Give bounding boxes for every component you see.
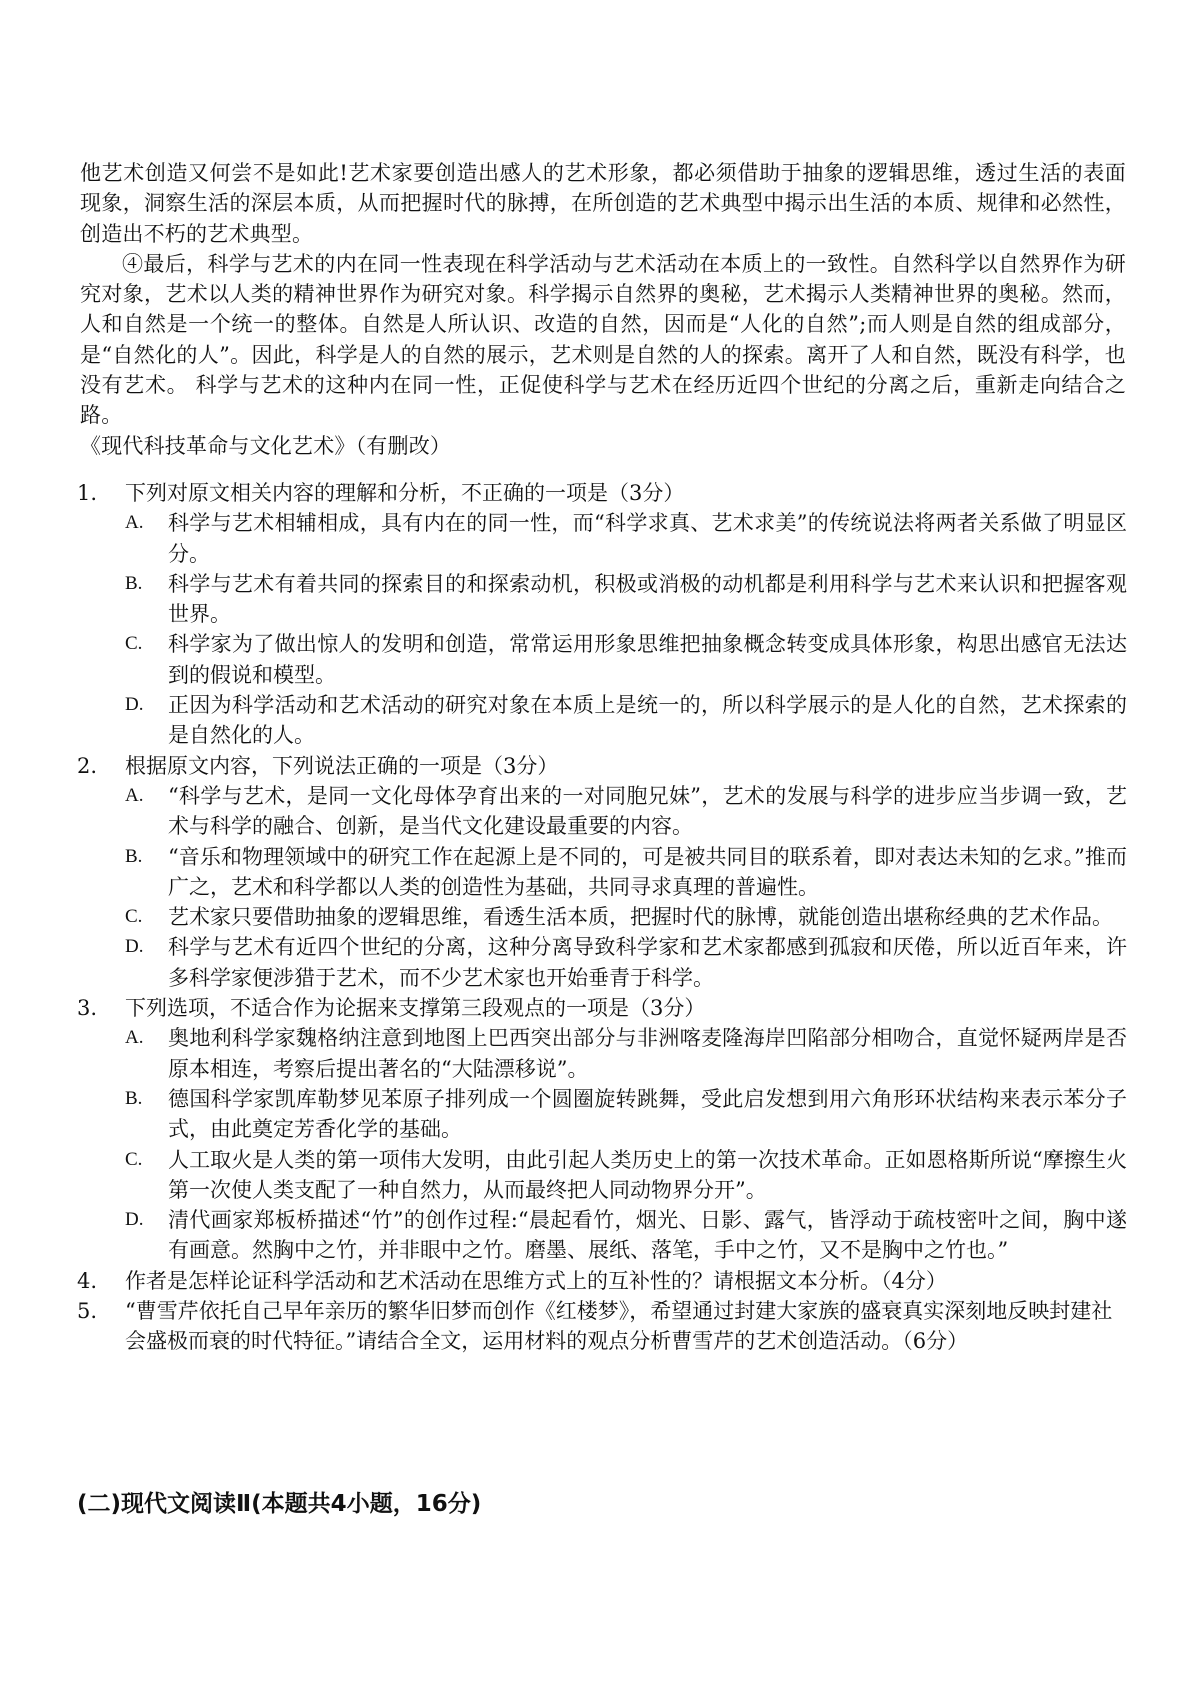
question-2 [77, 751, 1127, 781]
option-text: “科学与艺术，是同一文化母体孕育出来的一对同胞兄妹”，艺术的发展与科学的进步应当步调一致，艺术与科学的融合、创新，是当代文化建设最重要的内容。 [168, 783, 1127, 839]
option-text: 科学与艺术有着共同的探索目的和探索动机，积极或消极的动机都是利用科学与艺术来认识和把握客观世界。 [168, 571, 1127, 627]
option-letter: A. [125, 512, 144, 534]
option-letter: D. [125, 1209, 144, 1231]
question-stem: “曹雪芹依托自己早年亲历的繁华旧梦而创作《红楼梦》，希望通过封建大家族的盛衰真实深刻地反映封建社会盛极而衰的时代特征。”请结合全文，运用材料的观点分析曹雪芹的艺术创造活动。（6分） [125, 1299, 1113, 1354]
question-stem: 下列选项，不适合作为论据来支撑第三段观点的一项是（3分） [125, 996, 706, 1021]
question-stem: 作者是怎样论证科学活动和艺术活动在思维方式上的互补性的？请根据文本分析。（4分） [125, 1268, 947, 1293]
option-b [77, 569, 1127, 630]
option-letter: C. [125, 906, 143, 928]
reading-passage [80, 158, 1126, 461]
option-letter: C. [125, 1148, 143, 1170]
passage-paragraph-2: ④最后，科学与艺术的内在同一性表现在科学活动与艺术活动在本质上的一致性。自然科学以自然界作为研究对象，艺术以人类的精神世界作为研究对象。科学揭示自然界的奥秘，艺术揭示人类精神世界的奥秘。然而，人和自然是一个统一的整体。自然是人所认识、改造的自然，因而是“人化的自然”;而人则是自然的组成部分，是“自然化的人”。因此，科学是人的自然的展示，艺术则是自然的人的探索。离开了人和自然，既没有科学，也没有艺术。 科学与艺术的这种内在同一性，正促使科学与艺术在经历近四个世纪的分离之后，重新走向结合之路。 [80, 251, 1126, 428]
option-letter: B. [125, 1087, 143, 1109]
option-text: “音乐和物理领域中的研究工作在起源上是不同的，可是被共同目的联系着，即对表达未知的乞求。”推而广之，艺术和科学都以人类的创造性为基础，共同寻求真理的普遍性。 [168, 844, 1127, 899]
option-a [77, 1023, 1127, 1084]
option-text: 清代画家郑板桥描述“竹”的创作过程:“晨起看竹，烟光、日影、露气，皆浮动于疏枝密叶之间，胸中遂有画意。然胸中之竹，并非眼中之竹。磨墨、展纸、落笔，手中之竹，又不是胸中之竹也。” [168, 1208, 1127, 1263]
option-b [77, 1084, 1127, 1145]
option-c [77, 629, 1127, 690]
option-a [77, 781, 1127, 842]
option-text: 科学家为了做出惊人的发明和创造，常常运用形象思维把抽象概念转变成具体形象，构思出感官无法达到的假说和模型。 [168, 632, 1127, 687]
question-3 [77, 993, 1127, 1023]
option-text: 科学与艺术有近四个世纪的分离，这种分离导致科学家和艺术家都感到孤寂和厌倦，所以近百年来，许多科学家便涉猎于艺术，而不少艺术家也开始垂青于科学。 [168, 935, 1127, 990]
question-1 [77, 478, 1127, 508]
passage-paragraph-1: 他艺术创造又何尝不是如此!艺术家要创造出感人的艺术形象，都必须借助于抽象的逻辑思维，透过生活的表面现象，洞察生活的深层本质，从而把握时代的脉搏，在所创造的艺术典型中揭示出生活的本质、规律和必然性，创造出不朽的艺术典型。 [80, 161, 1126, 246]
question-list [77, 478, 1127, 1357]
question-number: 4. [77, 1268, 98, 1293]
section-heading: (二)现代文阅读Ⅱ(本题共4小题，16分) [77, 1491, 482, 1517]
option-text: 正因为科学活动和艺术活动的研究对象在本质上是统一的，所以科学展示的是人化的自然，艺术探索的是自然化的人。 [168, 693, 1127, 748]
question-number: 3. [77, 996, 98, 1021]
option-text: 艺术家只要借助抽象的逻辑思维，看透生活本质，把握时代的脉博，就能创造出堪称经典的艺术作品。 [168, 905, 1113, 930]
question-5 [77, 1296, 1127, 1357]
question-4 [77, 1266, 1127, 1296]
option-b [77, 842, 1127, 903]
option-text: 科学与艺术相辅相成，具有内在的同一性，而“科学求真、艺术求美”的传统说法将两者关系做了明显区分。 [168, 511, 1127, 566]
option-text: 德国科学家凯库勒梦见苯原子排列成一个圆圈旋转跳舞，受此启发想到用六角形环状结构来表示苯分子式，由此奠定芳香化学的基础。 [168, 1086, 1127, 1142]
option-d [77, 690, 1127, 751]
option-c [77, 1145, 1127, 1206]
question-stem: 下列对原文相关内容的理解和分析，不正确的一项是（3分） [125, 481, 685, 505]
option-letter: D. [125, 936, 144, 958]
option-letter: B. [125, 572, 143, 594]
question-stem: 根据原文内容，下列说法正确的一项是（3分） [125, 753, 559, 778]
option-letter: C. [125, 633, 143, 655]
option-text: 奥地利科学家魏格纳注意到地图上巴西突出部分与非洲喀麦隆海岸凹陷部分相吻合，直觉怀疑两岸是否原本相连，考察后提出著名的“大陆漂移说”。 [168, 1026, 1127, 1081]
option-letter: D. [125, 694, 144, 716]
option-letter: A. [125, 1027, 144, 1049]
option-text: 人工取火是人类的第一项伟大发明，由此引起人类历史上的第一次技术革命。正如恩格斯所说“摩擦生火第一次使人类支配了一种自然力，从而最终把人同动物界分开”。 [168, 1147, 1127, 1202]
option-letter: B. [125, 845, 143, 867]
question-number: 5. [77, 1299, 98, 1324]
question-number: 2. [77, 753, 98, 778]
option-d [77, 932, 1127, 993]
option-c [77, 902, 1127, 932]
passage-source: 《现代科技革命与文化艺术》（有删改） [80, 433, 452, 458]
question-number: 1. [77, 481, 98, 505]
option-a [77, 508, 1127, 569]
option-d [77, 1205, 1127, 1266]
option-letter: A. [125, 784, 144, 806]
